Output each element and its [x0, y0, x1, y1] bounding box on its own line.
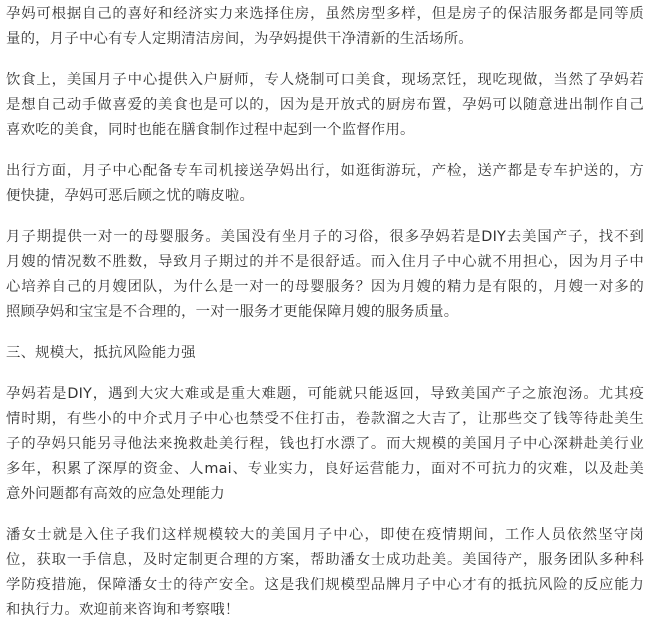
text-line: 潘女士就是入住子我们这样规模较大的美国月子中心，即使在疫情期间，工作人员依然坚守岗: [6, 527, 644, 543]
text-line: 月子期提供一对一的母婴服务。美国没有坐月子的习俗，很多孕妈若是DIY去美国产子，找不到: [6, 229, 644, 245]
text-line: 喜欢吃的美食，同时也能在膳食制作过程中起到一个监督作用。: [6, 122, 415, 138]
article-body: [6, 2, 644, 639]
text-line: 出行方面，月子中心配备专车司机接送孕妈出行，如逛街游玩，产检，送产都是专车护送的，方: [6, 163, 644, 179]
text-line: 位，获取一手信息，及时定制更合理的方案，帮助潘女士成功赴美。美国待产，服务团队多种科: [6, 552, 644, 568]
text-line: 月嫂的情况数不胜数，导致月子期过的并不是很舒适。而入住月子中心就不用担心，因为月子中: [6, 254, 644, 270]
paragraph-diet: [6, 68, 644, 143]
text-line: 是想自己动手做喜爱的美食也是可以的，因为是开放式的厨房布置，孕妈可以随意进出制作自己: [6, 97, 644, 113]
section-heading: 三、规模大，抵抗风险能力强: [6, 345, 196, 361]
text-line: 情时期，有些小的中介式月子中心也禁受不住打击，卷款溜之大吉了，让那些交了钱等待赴美生: [6, 411, 644, 427]
text-line: 子的孕妈只能另寻他法来挽救赴美行程，钱也打水漂了。而大规模的美国月子中心深耕赴美行业: [6, 436, 644, 452]
text-line: 饮食上，美国月子中心提供入户厨师，专人烧制可口美食，现场烹饪，现吃现做，当然了孕妈若: [6, 72, 644, 88]
text-line: 便快捷，孕妈可恶后顾之忧的嗨皮啦。: [6, 188, 255, 204]
text-line: 学防疫措施，保障潘女士的待产安全。这是我们规模型品牌月子中心才有的抵抗风险的反应能力: [6, 577, 644, 593]
paragraph-case-study: [6, 523, 644, 623]
paragraph-risk: [6, 382, 644, 507]
text-line: 孕妈可根据自己的喜好和经济实力来选择住房，虽然房型多样，但是房子的保洁服务都是同等质: [6, 6, 644, 22]
text-line: 和执行力。欢迎前来咨询和考察哦！: [6, 602, 240, 618]
text-line: 孕妈若是DIY，遇到大灾大难或是重大难题，可能就只能返回，导致美国产子之旅泡汤。尤其疫: [6, 386, 644, 402]
paragraph-transport: [6, 159, 644, 209]
text-line: 多年，积累了深厚的资金、人mai、专业实力，良好运营能力，面对不可抗力的灾难，以及赴美: [6, 461, 644, 477]
text-line: 意外问题都有高效的应急处理能力: [6, 486, 225, 502]
paragraph-maternity-care: [6, 225, 644, 325]
text-line: 心培养自己的月嫂团队，为什么是一对一的母婴服务？因为月嫂的精力是有限的，月嫂一对多的: [6, 279, 644, 295]
text-line: 照顾孕妈和宝宝是不合理的，一对一服务才更能保障月嫂的服务质量。: [6, 304, 459, 320]
text-line: 量的，月子中心有专人定期清洁房间，为孕妈提供干净清新的生活场所。: [6, 31, 473, 47]
paragraph-housing: [6, 2, 644, 52]
